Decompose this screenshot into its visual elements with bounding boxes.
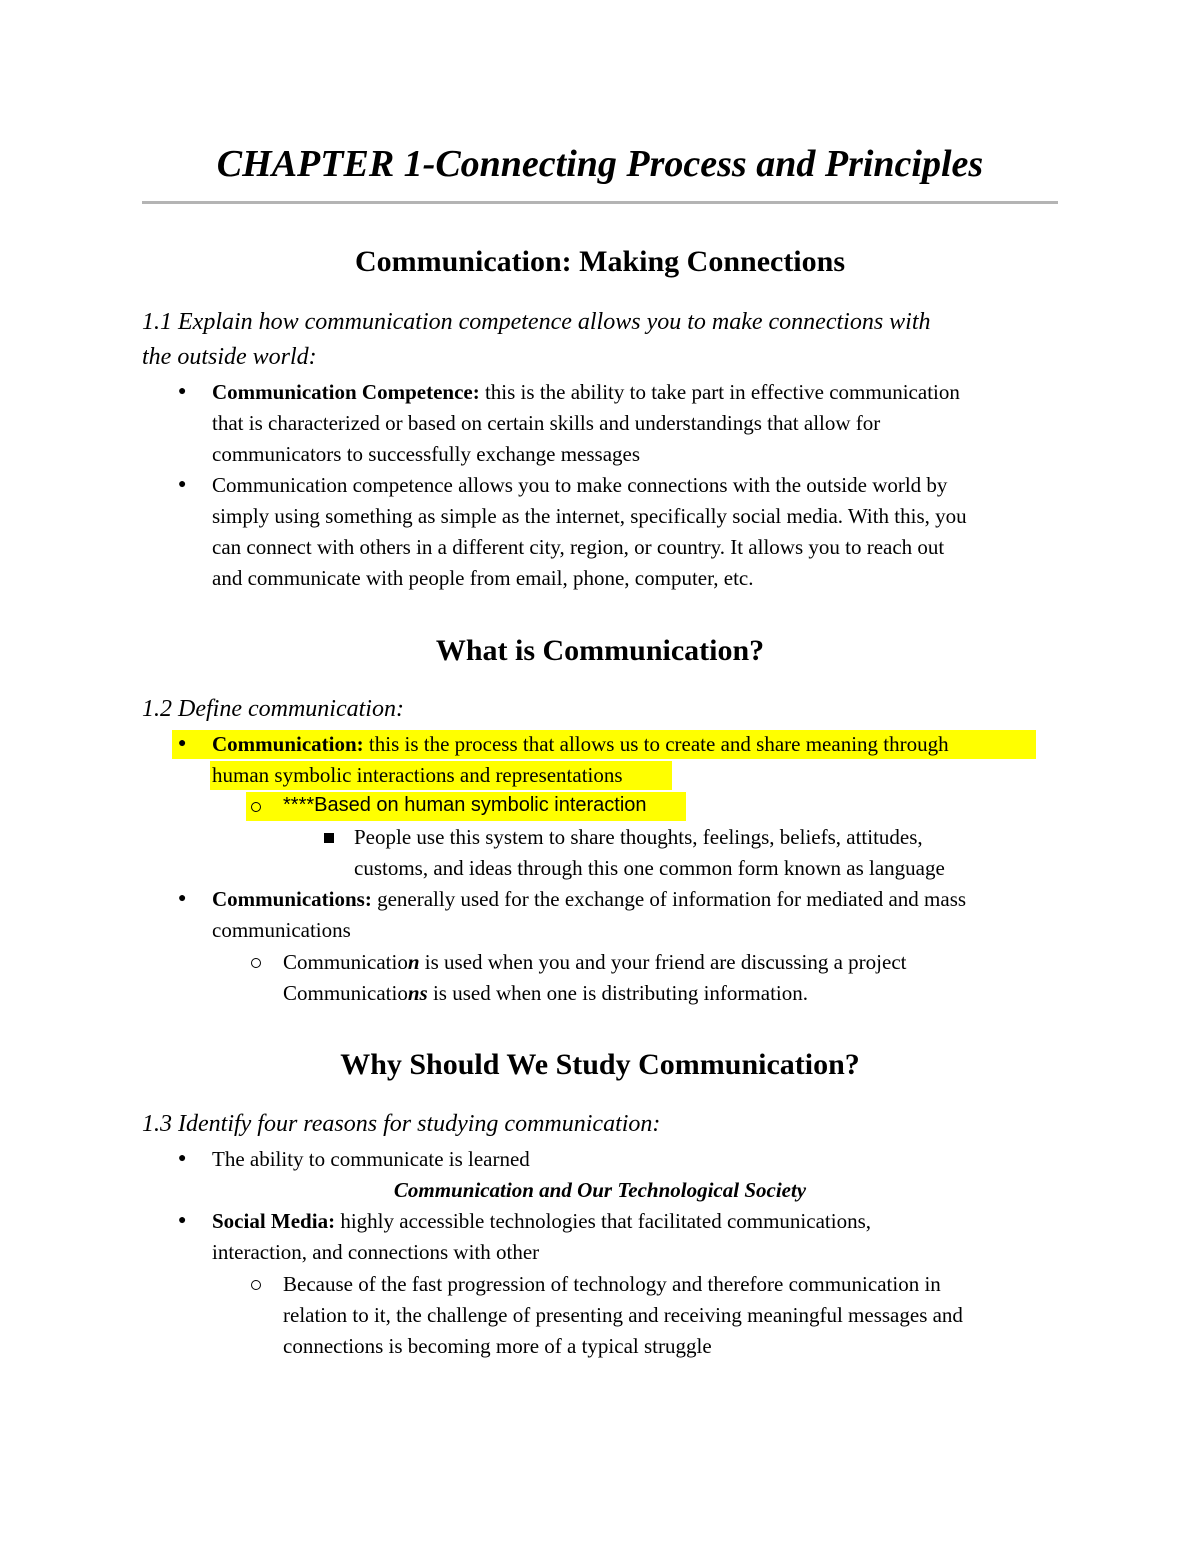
body-line: relation to it, the challenge of presenting and receiving meaningful messages and [283,1303,963,1327]
definition-text: this is the ability to take part in effective communication [479,380,960,404]
sub-bullet-symbolic-interaction: ****Based on human symbolic interaction [283,794,647,816]
body-line: connections is becoming more of a typical struggle [283,1334,712,1358]
objective-1-2: 1.2 Define communication: [142,696,404,722]
section-heading-making-connections: Communication: Making Connections [354,245,846,278]
bullet-communications-definition [212,887,966,912]
example-text: is used when one is distributing information. [427,981,808,1005]
bullet-social-media [212,1209,871,1234]
body-line: can connect with others in a different city, region, or country. It allows you to reach out [212,535,945,559]
bullet-dot-icon: ● [178,384,187,399]
body-line: human symbolic interactions and representations [212,763,623,787]
definition-text: generally used for the exchange of information for mediated and mass [371,887,967,911]
bullet-circle-icon [251,958,261,968]
definition-text: highly accessible technologies that facilitated communications, [335,1209,871,1233]
bullet-circle-icon [251,802,261,812]
bullet-communication-definition [212,732,949,757]
bullet-dot-icon: ● [178,1213,187,1228]
definition-text: this is the process that allows us to create and share meaning through [363,732,949,756]
objective-1-1-line2: the outside world: [142,344,317,370]
example-word: Communicatio [283,981,408,1005]
bullet-dot-icon: ● [178,477,187,492]
title-divider [142,201,1058,204]
bullet-circle-icon [251,1280,261,1290]
chapter-title: CHAPTER 1-Connecting Process and Principles [216,143,984,185]
body-line: simply using something as simple as the internet, specifically social media. With this, you [212,504,967,528]
emphasis-suffix: ns [407,981,428,1005]
bullet-dot-icon: ● [178,736,187,751]
emphasis-suffix: n [407,950,420,974]
term-label: Communication Competence: [212,380,480,404]
bullet-dot-icon: ● [178,1151,187,1166]
bullet-competence-connections: Communication competence allows you to make connections with the outside world by [212,473,948,497]
body-line: communications [212,918,351,942]
example-word: Communicatio [283,950,408,974]
objective-1-1-line1: 1.1 Explain how communication competence allows you to make connections with [142,309,931,335]
section-heading-why-study: Why Should We Study Communication? [340,1048,860,1081]
term-label: Social Media: [212,1209,336,1233]
sub-bullet-communications-example [283,981,808,1006]
objective-1-3: 1.3 Identify four reasons for studying communication: [142,1111,661,1137]
term-label: Communication: [212,732,364,756]
subheading-technological-society: Communication and Our Technological Society [393,1178,807,1202]
body-line: communicators to successfully exchange messages [212,442,641,466]
body-line: customs, and ideas through this one common form known as language [354,856,945,880]
bullet-communication-competence [212,380,960,405]
body-line: that is characterized or based on certain skills and understandings that allow for [212,411,881,435]
section-heading-what-is-communication: What is Communication? [435,634,765,667]
bullet-dot-icon: ● [178,891,187,906]
term-label: Communications: [212,887,372,911]
example-text: is used when you and your friend are discussing a project [419,950,907,974]
sub-bullet-technology-progression: Because of the fast progression of technology and therefore communication in [283,1272,941,1296]
subsub-bullet-language: People use this system to share thoughts, feelings, beliefs, attitudes, [354,825,923,849]
sub-bullet-communication-example [283,950,906,975]
body-line: interaction, and connections with other [212,1240,540,1264]
body-line: and communicate with people from email, phone, computer, etc. [212,566,754,590]
bullet-ability-learned: The ability to communicate is learned [212,1147,530,1171]
bullet-square-icon [324,833,334,843]
